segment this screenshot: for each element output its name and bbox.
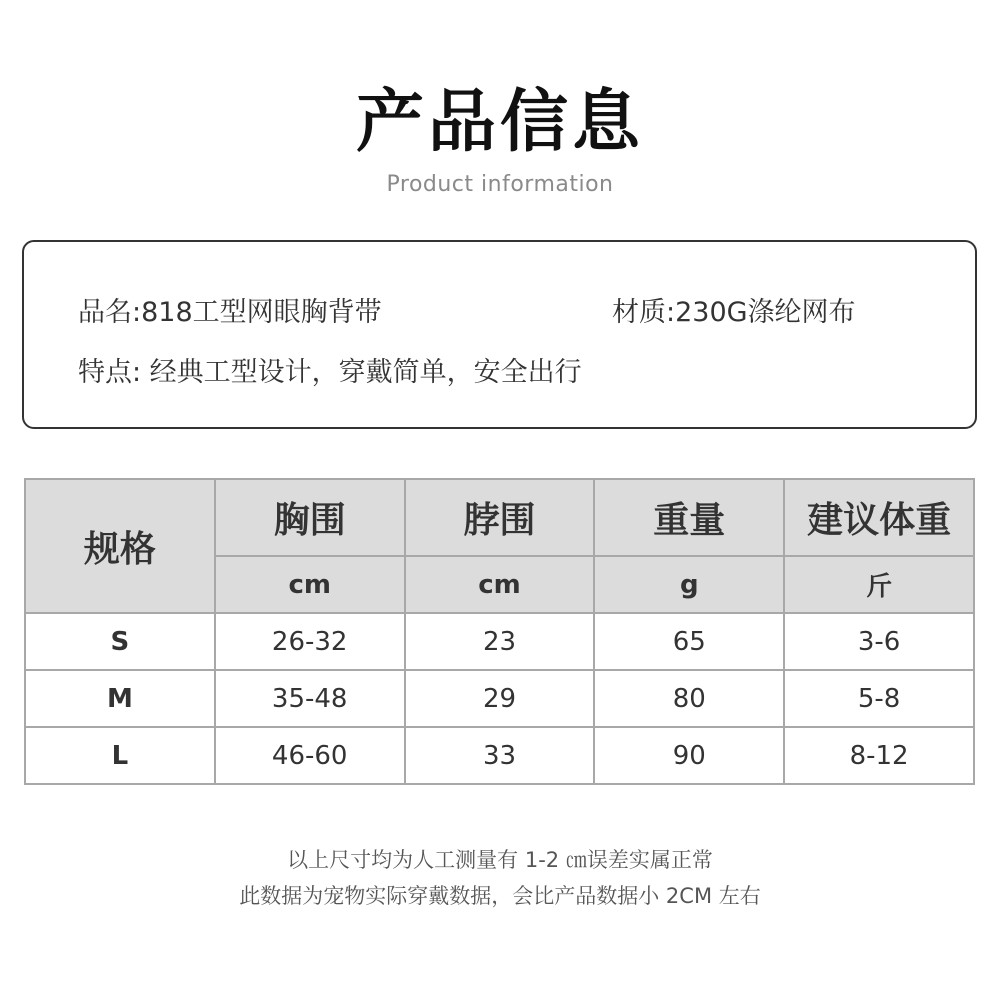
table-cell: 33 [405,727,595,784]
product-info-box [22,240,977,429]
size-label: M [25,670,215,727]
column-header-suggested-weight: 建议体重 [784,479,974,556]
size-label: L [25,727,215,784]
table-cell: 80 [594,670,784,727]
table-cell: 8-12 [784,727,974,784]
table-row [25,727,974,784]
product-feature: 特点: 经典工型设计，穿戴简单，安全出行 [78,357,582,388]
wearing-data-note: 此数据为宠物实际穿戴数据，会比产品数据小 2CM 左右 [239,884,761,908]
table-cell: 35-48 [215,670,405,727]
column-unit-suggested-weight: 斤 [784,556,974,613]
page-title: 产品信息 [355,83,644,162]
table-cell: 46-60 [215,727,405,784]
table-row [25,613,974,670]
size-label: S [25,613,215,670]
table-cell: 5-8 [784,670,974,727]
table-cell: 90 [594,727,784,784]
page-subtitle: Product information [386,172,614,197]
table-cell: 3-6 [784,613,974,670]
column-header-weight: 重量 [594,479,784,556]
column-unit-neck: cm [405,556,595,613]
column-unit-chest: cm [215,556,405,613]
size-table [24,478,975,785]
table-cell: 23 [405,613,595,670]
column-header-chest: 胸围 [215,479,405,556]
product-material: 材质:230G涤纶网布 [612,297,856,328]
column-header-neck: 脖围 [405,479,595,556]
table-cell: 65 [594,613,784,670]
table-cell: 26-32 [215,613,405,670]
spec-header: 规格 [25,479,215,613]
product-name: 品名:818工型网眼胸背带 [78,297,382,328]
table-row [25,670,974,727]
table-cell: 29 [405,670,595,727]
column-unit-weight: g [594,556,784,613]
measurement-note: 以上尺寸均为人工测量有 1-2 ㎝误差实属正常 [287,848,713,872]
